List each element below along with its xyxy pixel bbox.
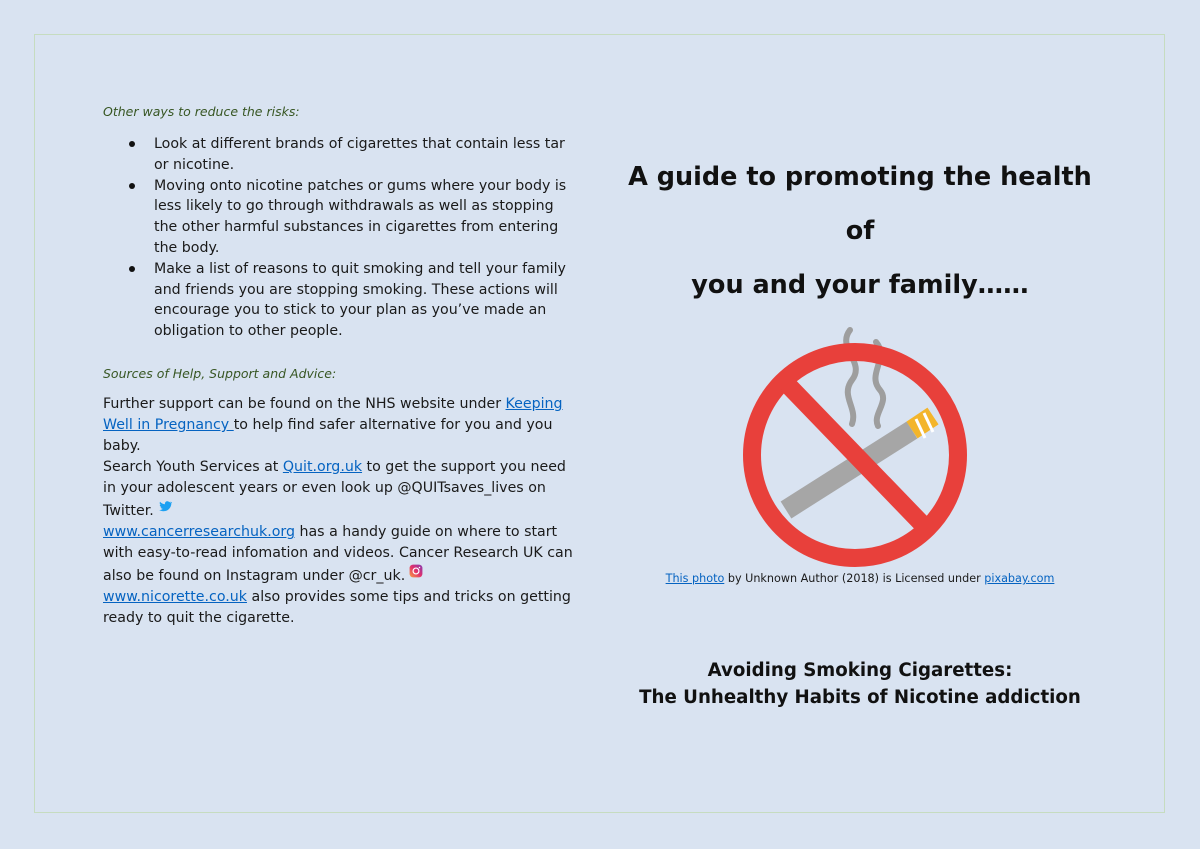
- twitter-icon: [158, 499, 172, 513]
- pixabay-link[interactable]: pixabay.com: [984, 572, 1055, 585]
- right-column: [620, 150, 1100, 711]
- tips-list: [103, 134, 583, 342]
- cancer-research-link[interactable]: www.cancerresearchuk.org: [103, 523, 295, 540]
- title-line-1: A guide to promoting the health of: [628, 162, 1092, 246]
- instagram-icon: [409, 564, 423, 578]
- left-column: [103, 100, 583, 629]
- tip-item: Moving onto nicotine patches or gums where your body is less likely to go through withdrawals as well as stopping the other harmful substances in cigarettes from entering the body.: [103, 176, 576, 259]
- nhs-suffix-text: to help find safer alternative for you and you baby.: [103, 416, 553, 454]
- attribution-text: by Unknown Author (2018) is Licensed under: [724, 572, 985, 585]
- quit-org-link[interactable]: Quit.org.uk: [282, 458, 363, 475]
- support-paragraph: [103, 394, 575, 629]
- image-attribution: [620, 572, 1100, 585]
- main-title: [620, 150, 1100, 312]
- other-ways-heading: Other ways to reduce the risks:: [103, 104, 300, 119]
- title-line-2: you and your family……: [691, 270, 1029, 300]
- nhs-text: Further support can be found on the NHS website under: [103, 395, 506, 412]
- subtitle: [620, 657, 1100, 711]
- youth-text: Search Youth Services at: [103, 458, 283, 475]
- sources-heading: Sources of Help, Support and Advice:: [103, 365, 337, 381]
- keeping-well-link[interactable]: Keeping Well in Pregnancy: [103, 395, 563, 433]
- youth-suffix-text: to get the support you need in your adolescent years or even look up @QUITsaves_lives on Twitter.: [103, 458, 566, 519]
- tip-item: Look at different brands of cigarettes that contain less tar or nicotine.: [103, 134, 576, 176]
- cruk-text: has a handy guide on where to start with easy-to-read infomation and videos. Cancer Research UK can also be found on Instagram under @cr_uk.: [103, 523, 573, 584]
- subtitle-line-2: The Unhealthy Habits of Nicotine addiction: [639, 687, 1081, 708]
- no-smoking-icon: [740, 322, 980, 572]
- nicorette-link[interactable]: www.nicorette.co.uk: [103, 588, 247, 605]
- this-photo-link[interactable]: This photo: [665, 572, 725, 585]
- subtitle-line-1: Avoiding Smoking Cigarettes:: [707, 660, 1013, 681]
- tip-item: Make a list of reasons to quit smoking and tell your family and friends you are stopping smoking. These actions will encourage you to stick to your plan as you’ve made an obligation to other people.: [103, 259, 576, 342]
- nicorette-text: also provides some tips and tricks on getting ready to quit the cigarette.: [103, 588, 571, 626]
